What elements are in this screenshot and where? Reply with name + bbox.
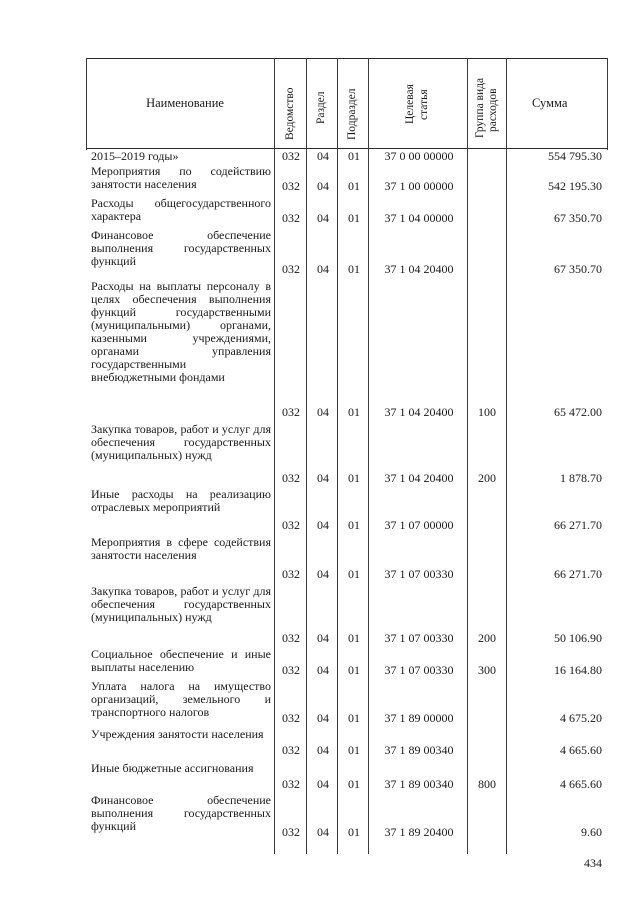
column-rule <box>337 58 338 854</box>
row-section: 04 <box>317 743 329 757</box>
row-subsection: 01 <box>348 262 360 276</box>
row-name: 2015–2019 годы» <box>91 149 179 163</box>
row-sum: 50 106.90 <box>554 631 602 645</box>
row-subsection: 01 <box>348 567 360 581</box>
column-rule <box>86 58 87 150</box>
row-expense-group: 100 <box>478 405 496 419</box>
row-sum: 554 795.30 <box>548 149 602 163</box>
row-subsection: 01 <box>348 663 360 677</box>
row-name: Социальное обеспечение и иные выплаты населению <box>91 647 271 674</box>
row-ministry: 032 <box>282 743 300 757</box>
page-number: 434 <box>584 856 602 870</box>
row-name: Иные расходы на реализацию отраслевых мероприятий <box>91 487 271 514</box>
row-target-code: 37 1 00 00000 <box>384 179 454 193</box>
row-ministry: 032 <box>282 179 300 193</box>
row-expense-group: 800 <box>478 777 496 791</box>
row-target-code: 37 1 04 20400 <box>384 405 454 419</box>
row-subsection: 01 <box>348 179 360 193</box>
row-sum: 542 195.30 <box>548 179 602 193</box>
header-target-line1: Целевая <box>404 84 416 124</box>
row-section: 04 <box>317 777 329 791</box>
header-sum: Сумма <box>532 96 568 110</box>
row-section: 04 <box>317 149 329 163</box>
row-name: Закупка товаров, работ и услуг для обеспечения государственных (муниципальных) нужд <box>91 422 271 462</box>
header-ministry: Ведомство <box>284 87 296 140</box>
row-ministry: 032 <box>282 825 300 839</box>
row-section: 04 <box>317 711 329 725</box>
row-sum: 4 665.60 <box>560 777 602 791</box>
row-name: Расходы общегосударственного характера <box>91 196 271 223</box>
row-ministry: 032 <box>282 405 300 419</box>
row-ministry: 032 <box>282 711 300 725</box>
row-subsection: 01 <box>348 711 360 725</box>
row-subsection: 01 <box>348 631 360 645</box>
column-rule <box>467 58 468 854</box>
row-name: Финансовое обеспечение выполнения государственных функций <box>91 793 271 833</box>
header-subsection: Подраздел <box>346 88 358 140</box>
row-target-code: 37 1 89 00340 <box>384 743 454 757</box>
row-sum: 16 164.80 <box>554 663 602 677</box>
row-ministry: 032 <box>282 631 300 645</box>
column-rule <box>274 58 275 854</box>
column-rule <box>368 58 369 854</box>
row-ministry: 032 <box>282 567 300 581</box>
row-target-code: 37 1 89 00340 <box>384 777 454 791</box>
column-rule <box>506 58 507 854</box>
row-expense-group: 200 <box>478 471 496 485</box>
row-sum: 67 350.70 <box>554 262 602 276</box>
row-section: 04 <box>317 631 329 645</box>
row-section: 04 <box>317 825 329 839</box>
row-target-code: 37 1 89 20400 <box>384 825 454 839</box>
row-sum: 66 271.70 <box>554 518 602 532</box>
row-section: 04 <box>317 518 329 532</box>
row-section: 04 <box>317 211 329 225</box>
row-ministry: 032 <box>282 262 300 276</box>
row-name: Расходы на выплаты персоналу в целях обеспечения выполнения функций государственными (муниципальными) органами, казенными учреждениями, органами управления государственными внебюджетными фондами <box>91 279 271 384</box>
header-group-line2: расходов <box>487 88 499 132</box>
row-ministry: 032 <box>282 518 300 532</box>
row-target-code: 37 1 07 00330 <box>384 663 454 677</box>
row-name: Закупка товаров, работ и услуг для обеспечения государственных (муниципальных) нужд <box>91 584 271 624</box>
row-name: Уплата налога на имущество организаций, земельного и транспортного налогов <box>91 679 271 719</box>
row-name: Мероприятия в сфере содействия занятости населения <box>91 535 271 562</box>
row-sum: 4 675.20 <box>560 711 602 725</box>
row-sum: 66 271.70 <box>554 567 602 581</box>
row-target-code: 37 0 00 00000 <box>384 149 454 163</box>
row-target-code: 37 1 89 00000 <box>384 711 454 725</box>
row-name: Финансовое обеспечение выполнения государственных функций <box>91 228 271 268</box>
row-name: Учреждения занятости населения <box>91 727 264 741</box>
row-ministry: 032 <box>282 149 300 163</box>
row-subsection: 01 <box>348 211 360 225</box>
row-target-code: 37 1 07 00330 <box>384 567 454 581</box>
row-section: 04 <box>317 405 329 419</box>
row-section: 04 <box>317 179 329 193</box>
row-subsection: 01 <box>348 777 360 791</box>
row-sum: 67 350.70 <box>554 211 602 225</box>
row-ministry: 032 <box>282 211 300 225</box>
row-ministry: 032 <box>282 471 300 485</box>
row-expense-group: 200 <box>478 631 496 645</box>
row-subsection: 01 <box>348 471 360 485</box>
header-name: Наименование <box>146 96 224 110</box>
header-target-line2: статья <box>418 89 430 120</box>
column-rule <box>306 58 307 854</box>
header-group-line1: Группа вида <box>474 77 486 138</box>
row-section: 04 <box>317 567 329 581</box>
row-section: 04 <box>317 471 329 485</box>
row-sum: 1 878.70 <box>560 471 602 485</box>
column-rule <box>607 58 608 150</box>
header-top-rule <box>86 58 608 59</box>
row-name: Иные бюджетные ассигнования <box>91 761 254 775</box>
row-ministry: 032 <box>282 663 300 677</box>
row-subsection: 01 <box>348 743 360 757</box>
row-target-code: 37 1 04 00000 <box>384 211 454 225</box>
row-target-code: 37 1 07 00330 <box>384 631 454 645</box>
row-sum: 65 472.00 <box>554 405 602 419</box>
row-ministry: 032 <box>282 777 300 791</box>
row-sum: 9.60 <box>581 825 602 839</box>
row-subsection: 01 <box>348 405 360 419</box>
row-target-code: 37 1 07 00000 <box>384 518 454 532</box>
row-expense-group: 300 <box>478 663 496 677</box>
row-section: 04 <box>317 663 329 677</box>
row-sum: 4 665.60 <box>560 743 602 757</box>
row-section: 04 <box>317 262 329 276</box>
header-section: Раздел <box>315 91 327 124</box>
row-target-code: 37 1 04 20400 <box>384 471 454 485</box>
row-subsection: 01 <box>348 149 360 163</box>
row-name: Мероприятия по содействию занятости населения <box>91 164 271 191</box>
row-subsection: 01 <box>348 518 360 532</box>
row-subsection: 01 <box>348 825 360 839</box>
row-target-code: 37 1 04 20400 <box>384 262 454 276</box>
